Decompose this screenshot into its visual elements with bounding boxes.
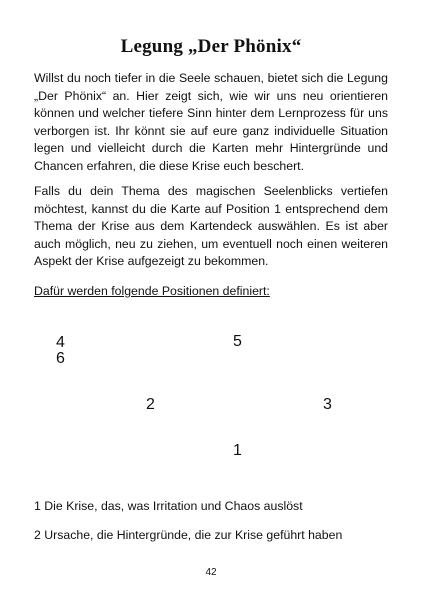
instruction-paragraph: Falls du dein Thema des magischen Seelenblicks vertiefen möchtest, kannst du die Karte auf Position 1 entsprechend dem Thema der Krise aus dem Kartendeck auswählen. Es ist aber auch möglich, neu zu ziehen, um eventuell noch einen weiteren Aspekt der Krise aufgezeigt zu bekommen.: [34, 184, 388, 268]
page-title: Legung „Der Phönix“: [120, 36, 302, 57]
position-2: 2: [146, 396, 155, 413]
position-5: 5: [233, 333, 242, 350]
position-definition: 2 Ursache, die Hintergründe, die zur Krise geführt haben: [34, 528, 343, 542]
position-3: 3: [323, 396, 332, 413]
position-4: 4: [56, 334, 65, 351]
position-6: 6: [56, 350, 65, 367]
position-1: 1: [233, 442, 242, 459]
positions-heading: Dafür werden folgende Positionen definiert:: [34, 284, 270, 298]
position-definition: 1 Die Krise, das, was Irritation und Chaos auslöst: [34, 499, 303, 513]
page-number: 42: [205, 567, 217, 578]
intro-paragraph: Willst du noch tiefer in die Seele schauen, bietet sich die Legung „Der Phönix“ an. Hier zeigt sich, wie wir uns neu orientieren können und welcher tiefere Sinn hinter dem Lernprozess für uns verborgen ist. Ihr könnt sie auf eure ganz individuelle Situation legen und vielleicht durch die Karten mehr Hintergründe und Chancen erfahren, die diese Krise euch beschert.: [34, 71, 388, 173]
